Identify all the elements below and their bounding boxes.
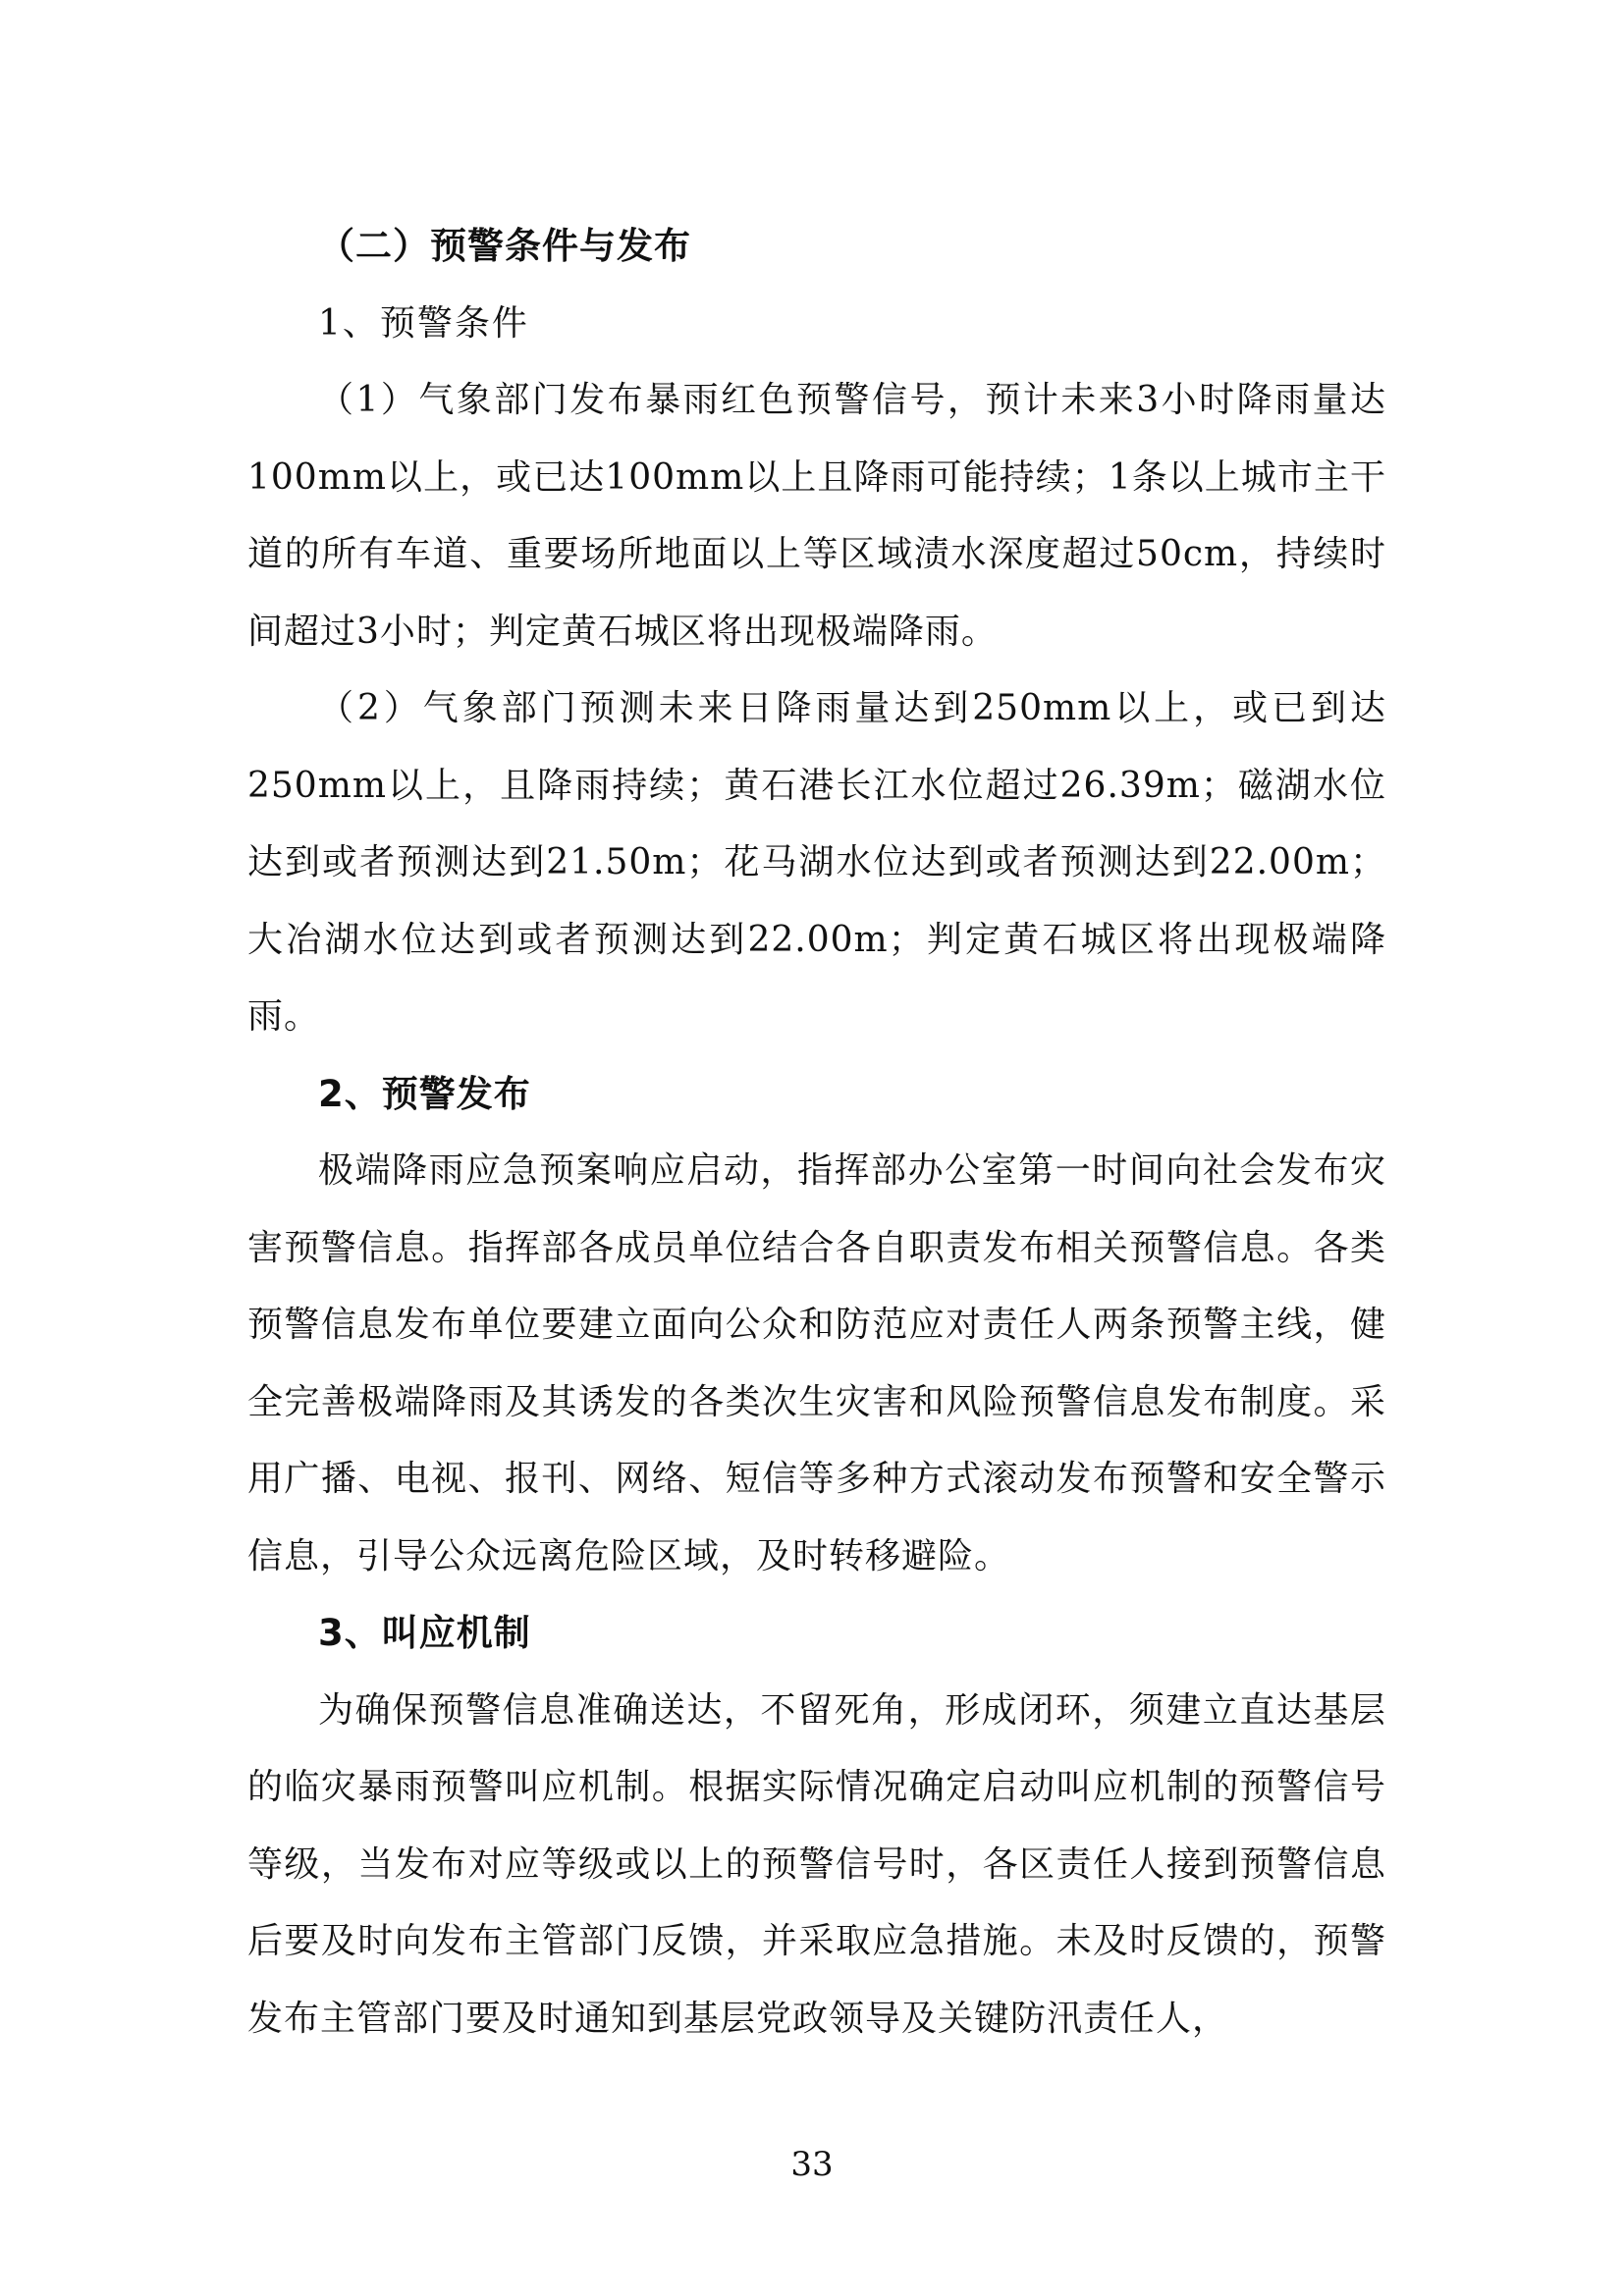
subsection-title-response-mechanism: 3、叫应机制 (318, 1612, 531, 1654)
section-heading: （二）预警条件与发布 (318, 225, 691, 267)
paragraph-condition-1: （1）气象部门发布暴雨红色预警信号，预计未来3小时降雨量达100mm以上，或已达100mm以上且降雨可能持续；1条以上城市主干道的所有车道、重要场所地面以上等区域渍水深度超过50cm，持续时间超过3小时；判定黄石城区将出现极端降雨。 (247, 380, 1386, 652)
content-block-1 (247, 208, 1386, 2057)
subsection-title-warning-conditions: 1、预警条件 (318, 302, 529, 344)
paragraph-response-mechanism: 为确保预警信息准确送达，不留死角，形成闭环，须建立直达基层的临灾暴雨预警叫应机制。根据实际情况确定启动叫应机制的预警信号等级，当发布对应等级或以上的预警信号时，各区责任人接到预警信息后要及时向发布主管部门反馈，并采取应急措施。未及时反馈的，预警发布主管部门要及时通知到基层党政领导及关键防汛责任人， (247, 1689, 1386, 2039)
page-number: 33 (790, 2145, 834, 2184)
paragraph-warning-release: 极端降雨应急预案响应启动，指挥部办公室第一时间向社会发布灾害预警信息。指挥部各成员单位结合各自职责发布相关预警信息。各类预警信息发布单位要建立面向公众和防范应对责任人两条预警主线，健全完善极端降雨及其诱发的各类次生灾害和风险预警信息发布制度。采用广播、电视、报刊、网络、短信等多种方式滚动发布预警和安全警示信息，引导公众远离危险区域，及时转移避险。 (247, 1150, 1386, 1576)
paragraph-condition-2: （2）气象部门预测未来日降雨量达到250mm以上，或已到达250mm以上，且降雨持续；黄石港长江水位超过26.39m；磁湖水位达到或者预测达到21.50m；花马湖水位达到或者预测达到22.00m；大冶湖水位达到或者预测达到22.00m；判定黄石城区将出现极端降雨。 (247, 688, 1386, 1037)
subsection-title-warning-release: 2、预警发布 (318, 1072, 531, 1115)
